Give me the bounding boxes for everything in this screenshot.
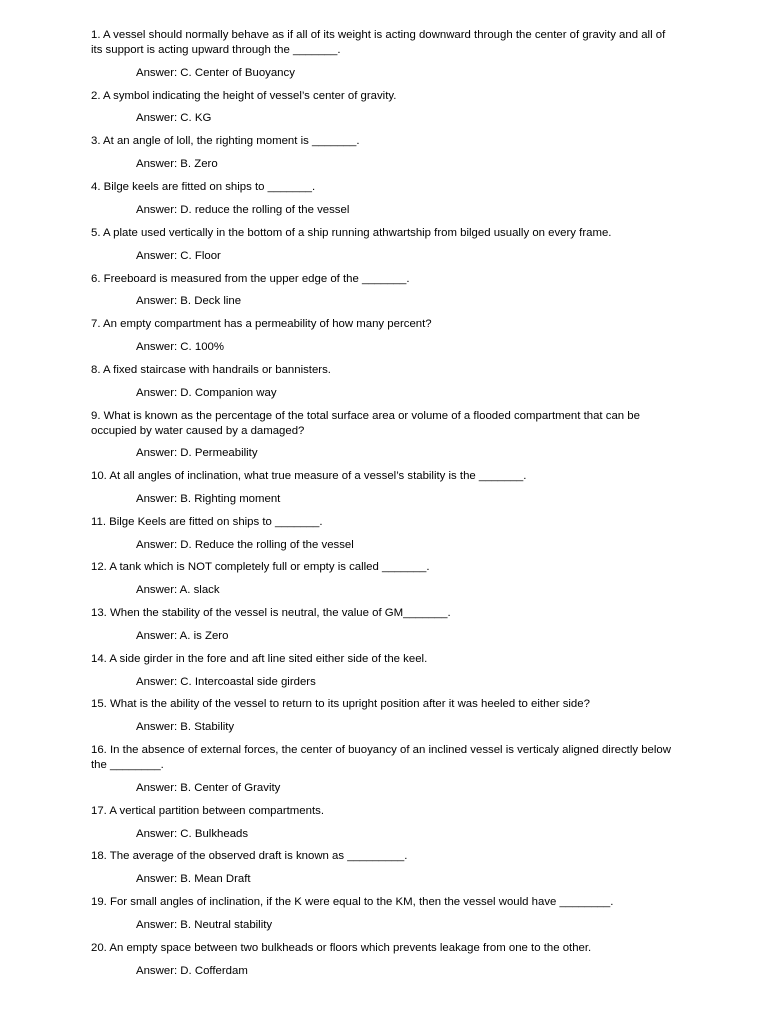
question-11: 11. Bilge Keels are fitted on ships to _______. bbox=[91, 516, 323, 528]
answer-19: Answer: B. Neutral stability bbox=[136, 919, 273, 931]
question-5: 5. A plate used vertically in the bottom of a ship running athwartship from bilged usually on every frame. bbox=[91, 227, 612, 239]
question-19: 19. For small angles of inclination, if the K were equal to the KM, then the vessel would have ________. bbox=[91, 896, 614, 908]
question-9: 9. What is known as the percentage of the total surface area or volume of a flooded compartment that can be occupied by water caused by a damaged? bbox=[91, 410, 640, 438]
question-13: 13. When the stability of the vessel is neutral, the value of GM_______. bbox=[91, 607, 451, 619]
question-1: 1. A vessel should normally behave as if all of its weight is acting downward through the center of gravity and all of its support is acting upward through the _______. bbox=[91, 29, 666, 57]
question-14: 14. A side girder in the fore and aft line sited either side of the keel. bbox=[91, 653, 428, 665]
answer-1: Answer: C. Center of Buoyancy bbox=[136, 67, 295, 79]
question-16: 16. In the absence of external forces, the center of buoyancy of an inclined vessel is verticaly aligned directly below the ________. bbox=[91, 744, 671, 772]
question-3: 3. At an angle of loll, the righting moment is _______. bbox=[91, 135, 360, 147]
question-4: 4. Bilge keels are fitted on ships to _______. bbox=[91, 181, 316, 193]
question-20: 20. An empty space between two bulkheads or floors which prevents leakage from one to the other. bbox=[91, 942, 592, 954]
question-2: 2. A symbol indicating the height of vessel’s center of gravity. bbox=[91, 90, 397, 102]
answer-18: Answer: B. Mean Draft bbox=[136, 873, 251, 885]
answer-4: Answer: D. reduce the rolling of the vessel bbox=[136, 204, 350, 216]
answer-11: Answer: D. Reduce the rolling of the vessel bbox=[136, 539, 354, 551]
question-18: 18. The average of the observed draft is known as _________. bbox=[91, 850, 408, 862]
question-15: 15. What is the ability of the vessel to return to its upright position after it was heeled to either side? bbox=[91, 698, 590, 710]
answer-13: Answer: A. is Zero bbox=[136, 630, 229, 642]
answer-12: Answer: A. slack bbox=[136, 584, 220, 596]
answer-14: Answer: C. Intercoastal side girders bbox=[136, 676, 316, 688]
answer-6: Answer: B. Deck line bbox=[136, 295, 242, 307]
answer-20: Answer: D. Cofferdam bbox=[136, 965, 248, 977]
answer-7: Answer: C. 100% bbox=[136, 341, 224, 353]
question-10: 10. At all angles of inclination, what true measure of a vessel’s stability is the _______. bbox=[91, 470, 527, 482]
answer-9: Answer: D. Permeability bbox=[136, 447, 258, 459]
answer-8: Answer: D. Companion way bbox=[136, 387, 277, 399]
question-6: 6. Freeboard is measured from the upper edge of the _______. bbox=[91, 273, 410, 285]
answer-3: Answer: B. Zero bbox=[136, 158, 218, 170]
question-7: 7. An empty compartment has a permeability of how many percent? bbox=[91, 318, 432, 330]
answer-2: Answer: C. KG bbox=[136, 112, 212, 124]
question-8: 8. A fixed staircase with handrails or bannisters. bbox=[91, 364, 331, 376]
question-17: 17. A vertical partition between compartments. bbox=[91, 805, 324, 817]
question-12: 12. A tank which is NOT completely full or empty is called _______. bbox=[91, 561, 430, 573]
answer-5: Answer: C. Floor bbox=[136, 250, 221, 262]
answer-10: Answer: B. Righting moment bbox=[136, 493, 281, 505]
answer-17: Answer: C. Bulkheads bbox=[136, 828, 249, 840]
answer-15: Answer: B. Stability bbox=[136, 721, 235, 733]
answer-16: Answer: B. Center of Gravity bbox=[136, 782, 281, 794]
